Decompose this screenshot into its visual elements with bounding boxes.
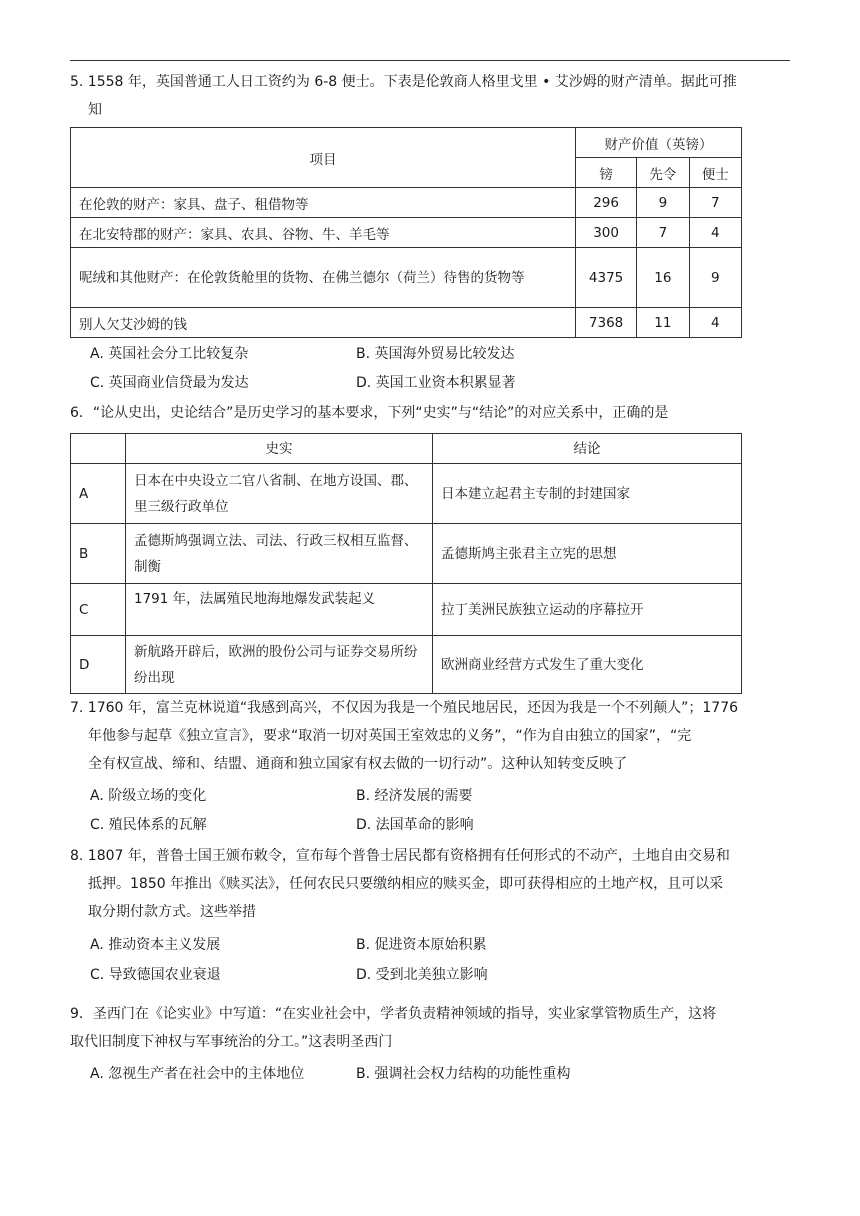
option-b[interactable]: B. 强调社会权力结构的功能性重构 (356, 1066, 571, 1082)
option-d[interactable]: D. 受到北美独立影响 (356, 967, 488, 983)
row-pence: 7 (689, 188, 741, 218)
row-label: D (71, 636, 126, 694)
col-header-conclusion: 结论 (433, 434, 742, 464)
col-header-value: 财产价值（英镑） (576, 128, 742, 158)
question-7-line-1: 7. 1760 年，富兰克林说道“我感到高兴，不仅因为我是一个殖民地居民，还因为我是一个不列颠人”；1776 (70, 700, 739, 716)
col-header-blank (71, 434, 126, 464)
row-label: A (71, 464, 126, 524)
row-item: 呢绒和其他财产：在伦敦货舱里的货物、在佛兰德尔（荷兰）待售的货物等 (71, 248, 576, 308)
question-8-options-row-1 (90, 931, 790, 959)
option-c[interactable]: C. 导致德国农业衰退 (90, 967, 221, 983)
question-5-options-row-2 (90, 369, 790, 397)
option-a[interactable]: A. 忽视生产者在社会中的主体地位 (90, 1066, 305, 1082)
option-b[interactable]: B. 英国海外贸易比较发达 (356, 346, 515, 362)
row-pound: 296 (576, 188, 637, 218)
row-pence: 9 (689, 248, 741, 308)
col-header-pound: 镑 (576, 158, 637, 188)
property-table (70, 127, 742, 338)
col-header-fact: 史实 (126, 434, 433, 464)
question-9-line-1: 9．圣西门在《论实业》中写道：“在实业社会中，学者负责精神领域的指导，实业家掌管物质生产，这将 (70, 1006, 717, 1022)
question-9-line-2: 取代旧制度下神权与军事统治的分工。”这表明圣西门 (70, 1034, 393, 1050)
row-shilling: 16 (637, 248, 689, 308)
question-5 (70, 68, 786, 124)
question-5-line-1: 5. 1558 年，英国普通工人日工资约为 6-8 便士。下表是伦敦商人格里戈里 • 艾沙姆的财产清单。据此可推 (70, 74, 737, 90)
table-row (71, 248, 742, 308)
question-8 (70, 842, 786, 926)
row-fact: 日本在中央设立二官八省制、在地方设国、郡、里三级行政单位 (126, 464, 433, 524)
row-pence: 4 (689, 218, 741, 248)
option-c[interactable]: C. 英国商业信贷最为发达 (90, 375, 249, 391)
question-8-line-3: 取分期付款方式。这些举措 (88, 904, 256, 920)
row-pence: 4 (689, 308, 741, 338)
col-header-pence: 便士 (689, 158, 741, 188)
option-a[interactable]: A. 英国社会分工比较复杂 (90, 346, 249, 362)
question-5-options-row-1 (90, 340, 790, 368)
row-conclusion: 日本建立起君主专制的封建国家 (433, 464, 742, 524)
row-item: 在伦敦的财产：家具、盘子、租借物等 (71, 188, 576, 218)
question-5-line-2: 知 (88, 102, 102, 118)
row-label: B (71, 524, 126, 584)
table-row (71, 584, 742, 636)
row-fact: 新航路开辟后，欧洲的股份公司与证券交易所纷纷出现 (126, 636, 433, 694)
row-fact: 孟德斯鸠强调立法、司法、行政三权相互监督、制衡 (126, 524, 433, 584)
question-6 (70, 399, 786, 427)
fact-conclusion-table (70, 433, 742, 694)
option-d[interactable]: D. 英国工业资本积累显著 (356, 375, 516, 391)
table-row (71, 636, 742, 694)
col-header-shilling: 先令 (637, 158, 689, 188)
option-a[interactable]: A. 推动资本主义发展 (90, 937, 221, 953)
option-d[interactable]: D. 法国革命的影响 (356, 817, 474, 833)
header-rule (70, 60, 790, 61)
table-row (71, 308, 742, 338)
row-pound: 7368 (576, 308, 637, 338)
question-8-options-row-2 (90, 961, 790, 989)
row-item: 别人欠艾沙姆的钱 (71, 308, 576, 338)
table-row (71, 188, 742, 218)
table-row (71, 464, 742, 524)
row-conclusion: 拉丁美洲民族独立运动的序幕拉开 (433, 584, 742, 636)
question-8-line-2: 抵押。1850 年推出《赎买法》，任何农民只要缴纳相应的赎买金，即可获得相应的土地产权，且可以采 (88, 876, 724, 892)
question-9-options-row-1 (90, 1060, 790, 1088)
row-conclusion: 欧洲商业经营方式发生了重大变化 (433, 636, 742, 694)
option-b[interactable]: B. 经济发展的需要 (356, 788, 473, 804)
row-conclusion: 孟德斯鸠主张君主立宪的思想 (433, 524, 742, 584)
col-header-item: 项目 (71, 128, 576, 188)
question-7-options-row-2 (90, 811, 790, 839)
row-pound: 4375 (576, 248, 637, 308)
row-label: C (71, 584, 126, 636)
option-b[interactable]: B. 促进资本原始积累 (356, 937, 487, 953)
row-shilling: 11 (637, 308, 689, 338)
row-shilling: 9 (637, 188, 689, 218)
question-7-options-row-1 (90, 782, 790, 810)
question-6-stem: 6．“论从史出，史论结合”是历史学习的基本要求，下列“史实”与“结论”的对应关系中，正确的是 (70, 405, 669, 421)
question-7 (70, 694, 786, 778)
table-row (71, 524, 742, 584)
question-9 (70, 1000, 786, 1056)
table-row (71, 218, 742, 248)
row-pound: 300 (576, 218, 637, 248)
row-item: 在北安特郡的财产：家具、农具、谷物、牛、羊毛等 (71, 218, 576, 248)
row-shilling: 7 (637, 218, 689, 248)
question-8-line-1: 8. 1807 年，普鲁士国王颁布敕令，宣布每个普鲁士居民都有资格拥有任何形式的不动产，土地自由交易和 (70, 848, 730, 864)
question-7-line-2: 年他参与起草《独立宣言》，要求“取消一切对英国王室效忠的义务”，“作为自由独立的国家”，“完 (88, 728, 692, 744)
option-c[interactable]: C. 殖民体系的瓦解 (90, 817, 207, 833)
option-a[interactable]: A. 阶级立场的变化 (90, 788, 207, 804)
row-fact: 1791 年，法属殖民地海地爆发武装起义 (126, 584, 433, 636)
question-7-line-3: 全有权宣战、缔和、结盟、通商和独立国家有权去做的一切行动”。这种认知转变反映了 (88, 756, 628, 772)
